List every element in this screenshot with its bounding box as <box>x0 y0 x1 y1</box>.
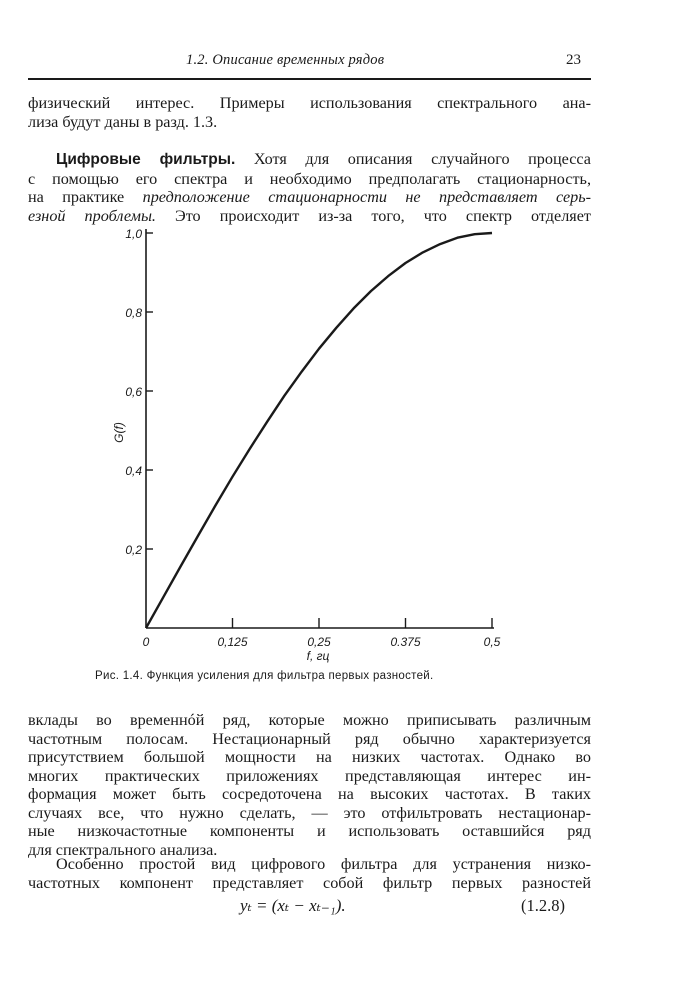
page-number: 23 <box>566 52 581 68</box>
y-tick-label: 1,0 <box>125 227 142 241</box>
x-tick-label: 0.375 <box>390 635 421 649</box>
y-tick-label: 0,2 <box>125 543 142 557</box>
x-tick-label: 0,25 <box>307 635 331 649</box>
x-tick-label: 0 <box>142 635 150 649</box>
text-line: ные низкочастотные компоненты и использовать оставшийся ряд <box>28 822 591 840</box>
x-tick-label: 0,5 <box>483 635 501 649</box>
paragraph-3 <box>28 711 591 859</box>
series-line <box>146 233 492 628</box>
paragraph-4 <box>28 855 591 892</box>
text-line: Особенно простой вид цифрового фильтра для устранения низко- <box>56 855 591 873</box>
y-tick-label: 0,6 <box>125 385 142 399</box>
text-line: частотных компонент представляет собой фильтр первых разностей <box>28 873 591 892</box>
y-axis-label: G(f) <box>112 422 126 443</box>
text-line: для спектрального анализа. <box>28 840 218 859</box>
x-tick-label: 0,125 <box>217 635 248 649</box>
formula: yₜ = (xₜ − xₜ₋₁). <box>240 896 346 915</box>
text-line: езной проблемы. Это происходит из-за того, что спектр отделяет <box>28 206 591 225</box>
text-line: лиза будут даны в разд. 1.3. <box>28 112 218 131</box>
figure-caption: Рис. 1.4. Функция усиления для фильтра первых разностей. <box>95 670 434 682</box>
text-line: формация может быть сосредоточена на высоких частотах. В таких <box>28 785 591 803</box>
text-line: вклады во временнóй ряд, которые можно приписывать различным <box>28 711 591 729</box>
text-line: физический интерес. Примеры использования спектрального ана- <box>28 94 591 112</box>
section-heading: Цифровые фильтры. <box>56 151 236 168</box>
equation-number: (1.2.8) <box>521 896 565 915</box>
text-line: многих практических приложениях представляющая интерес ин- <box>28 766 591 785</box>
text-line: Цифровые фильтры. Хотя для описания случайного процесса <box>56 150 591 168</box>
text-line: частотным полосам. Нестационарный ряд обычно характеризуется <box>28 729 591 748</box>
y-tick-label: 0,4 <box>125 464 142 478</box>
text-line: на практике предположение стационарности не представляет серь- <box>28 188 591 206</box>
text-line: с помощью его спектра и необходимо предполагать стационарность, <box>28 169 591 188</box>
y-tick-label: 0,8 <box>125 306 142 320</box>
text-line: присутствием большой мощности на низких частотах. Однако во <box>28 748 591 766</box>
text-line: случаях все, что нужно сделать, — это отфильтровать нестационар- <box>28 803 591 822</box>
section-title: 1.2. Описание временных рядов <box>186 52 385 68</box>
x-axis-label: f, гц <box>306 649 330 663</box>
